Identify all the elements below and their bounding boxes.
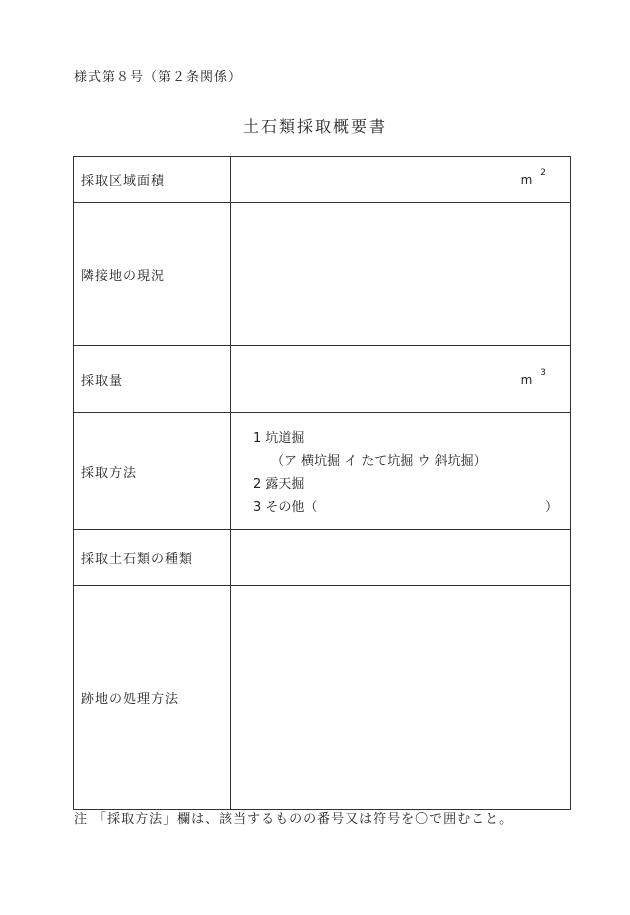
method-other-close: ） bbox=[544, 500, 558, 515]
method-option-tunnel[interactable]: 1 坑道掘 bbox=[253, 431, 305, 446]
field-surroundings[interactable] bbox=[231, 203, 571, 346]
method-sub-options[interactable]: （ア 横坑掘 イ たて坑掘 ウ 斜坑掘） bbox=[271, 454, 487, 469]
row-kind bbox=[74, 530, 571, 586]
field-kind[interactable] bbox=[231, 530, 571, 586]
row-method bbox=[74, 413, 571, 530]
footnote: 注 「採取方法」欄は、該当するものの番号又は符号を〇で囲むこと。 bbox=[74, 812, 514, 827]
field-quantity[interactable] bbox=[231, 346, 571, 413]
method-option-other[interactable] bbox=[253, 496, 558, 519]
row-surroundings bbox=[74, 203, 571, 346]
label-restoration: 跡地の処理方法 bbox=[74, 586, 231, 810]
label-surroundings: 隣接地の現況 bbox=[74, 203, 231, 346]
method-option-open-pit[interactable]: 2 露天掘 bbox=[253, 477, 305, 492]
method-other-blank[interactable] bbox=[317, 496, 545, 519]
row-quantity bbox=[74, 346, 571, 413]
row-area bbox=[74, 157, 571, 203]
field-method[interactable] bbox=[231, 413, 571, 530]
label-quantity: 採取量 bbox=[74, 346, 231, 413]
field-area[interactable] bbox=[231, 157, 571, 203]
row-restoration bbox=[74, 586, 571, 810]
label-area: 採取区域面積 bbox=[74, 157, 231, 203]
unit-square-meter: m $^2$ bbox=[520, 168, 546, 187]
form-number: 様式第８号（第２条関係） bbox=[74, 70, 243, 85]
label-kind: 採取土石類の種類 bbox=[74, 530, 231, 586]
document-title: 土石類採取概要書 bbox=[242, 117, 387, 136]
summary-form-table bbox=[73, 156, 571, 810]
field-restoration[interactable] bbox=[231, 586, 571, 810]
label-method: 採取方法 bbox=[74, 413, 231, 530]
method-options bbox=[231, 413, 570, 529]
unit-cubic-meter: m $^3$ bbox=[520, 367, 546, 387]
method-other-label: 3 その他（ bbox=[253, 500, 318, 515]
